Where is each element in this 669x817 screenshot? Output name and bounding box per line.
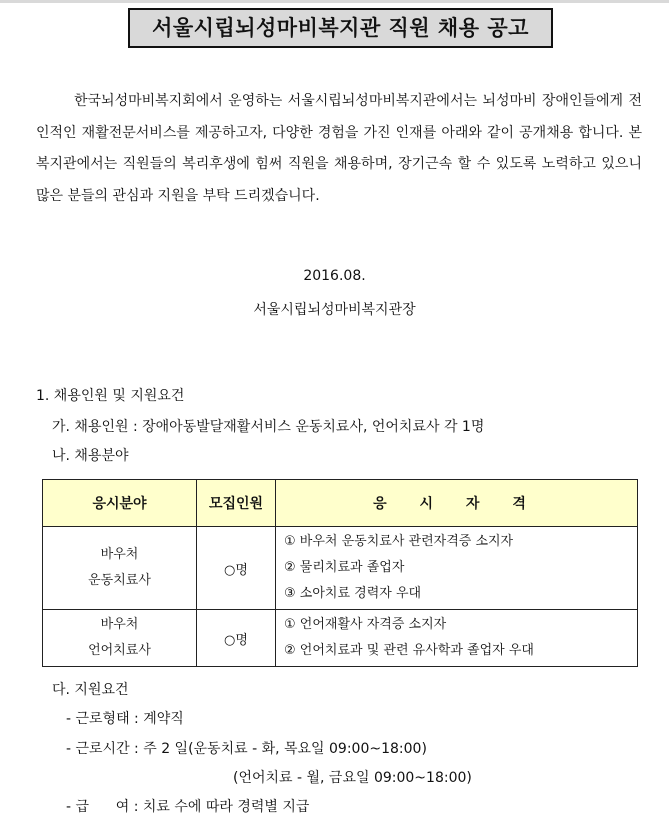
signature: 서울시립뇌성마비복지관장 [253,302,416,318]
work-type: - 근로형태 : 계약직 [66,711,184,727]
table-row [43,610,638,667]
field-line: 바우처 [100,617,139,632]
recruitment-field-heading: 나. 채용분야 [52,448,129,464]
count-cell: ○명 [197,527,276,610]
recruitment-count: 가. 채용인원 : 장애아동발달재활서비스 운동치료사, 언어치료사 각 1명 [52,419,485,435]
table-row [43,527,638,610]
header-qualifications: 응 시 자 격 [276,480,638,527]
qualification-item: ① 바우처 운동치료사 관련자격증 소지자 [284,534,514,549]
field-cell [43,610,197,667]
salary: - 급 여 : 치료 수에 따라 경력별 지급 [66,799,310,815]
qualification-item: ② 물리치료과 졸업자 [284,560,405,575]
qualification-item: ③ 소아치료 경력자 우대 [284,586,422,601]
table-header-row [43,480,638,527]
field-line: 바우처 [100,547,139,562]
work-time-continued: (언어치료 - 월, 금요일 09:00~18:00) [233,770,472,786]
qualification-item: ② 언어치료과 및 관련 유사학과 졸업자 우대 [284,643,534,658]
section-da-heading: 다. 지원요건 [52,682,129,698]
qualifications-cell [276,527,638,610]
header-field: 응시분야 [43,480,197,527]
top-border-line [0,0,669,3]
requirements-table [42,479,638,667]
work-time: - 근로시간 : 주 2 일(운동치료 - 화, 목요일 09:00~18:00) [66,741,427,757]
field-line: 운동치료사 [88,573,151,588]
announcement-date: 2016.08. [303,268,366,284]
qualifications-cell [276,610,638,667]
page-title: 서울시립뇌성마비복지관 직원 채용 공고 [128,8,553,48]
qualification-item: ① 언어재활사 자격증 소지자 [284,617,447,632]
field-line: 언어치료사 [88,643,151,658]
section-1-heading: 1. 채용인원 및 지원요건 [36,388,185,404]
intro-paragraph: 한국뇌성마비복지회에서 운영하는 서울시립뇌성마비복지관에서는 뇌성마비 장애인들에게 전인적인 재활전문서비스를 제공하고자, 다양한 경험을 가진 인재를 아래와 같이 공개채용 합니다. 본 복지관에서는 직원들의 복리후생에 힘써 직원을 채용하며, 장기근속 할 수 있도록 노력하고 있으니 많은 분들의 관심과 지원을 부탁 드리겠습니다. [36,93,642,204]
count-cell: ○명 [197,610,276,667]
header-count: 모집인원 [197,480,276,527]
field-cell [43,527,197,610]
